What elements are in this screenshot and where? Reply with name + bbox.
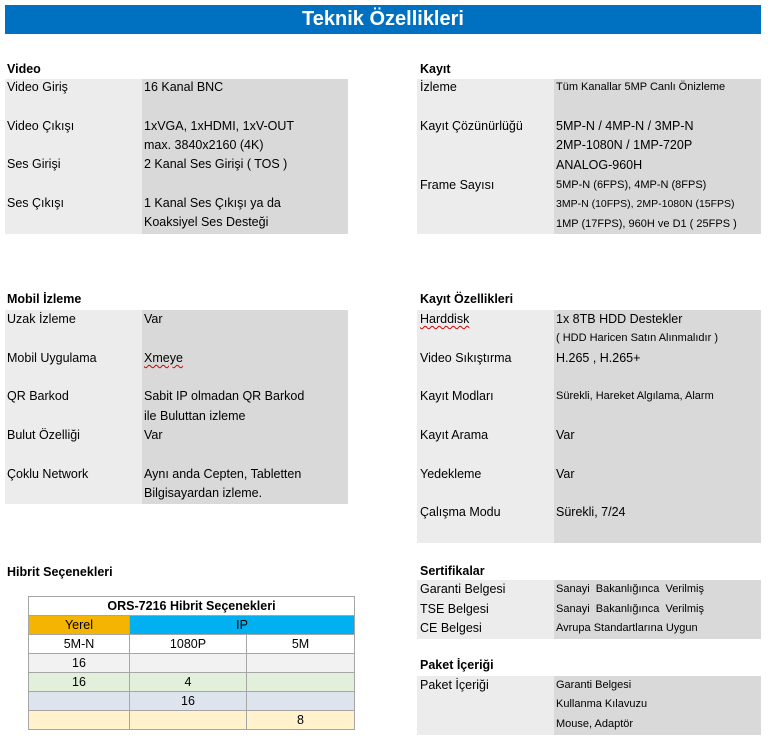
ko-value-4: Var [556,428,575,442]
video-value-4b: Koaksiyel Ses Desteği [144,215,269,229]
hibrit-cell: 8 [247,711,355,730]
kayit-value-2c: ANALOG-960H [556,158,643,172]
paket-label: Paket İçeriği [420,678,489,692]
kayit-value-3b: 3MP-N (10FPS), 2MP-1080N (15FPS) [556,198,735,210]
ko-label-6: Çalışma Modu [420,505,501,519]
mobil-value-1: Var [144,312,163,326]
kayit-label-2: Kayıt Çözünürlüğü [420,119,523,133]
paket-heading: Paket İçeriği [420,658,494,672]
kayit-label-3: Frame Sayısı [420,178,495,192]
kayit-value-3a: 5MP-N (6FPS), 4MP-N (8FPS) [556,179,707,191]
cert-value-2: Sanayi Bakanlığınca Verilmiş [556,603,704,615]
video-value-4a: 1 Kanal Ses Çıkışı ya da [144,196,281,210]
hibrit-col-3: 5M [247,635,355,654]
hibrit-row-1 [29,654,355,673]
paket-item-3: Mouse, Adaptör [556,718,634,730]
hibrit-row-3 [29,692,355,711]
ko-value-1b: ( HDD Haricen Satın Alınmalıdır ) [556,332,718,344]
mobil-label-1: Uzak İzleme [7,312,76,326]
mobil-label-3: QR Barkod [7,389,69,403]
kayit-label-1: İzleme [420,80,457,94]
cert-label-1: Garanti Belgesi [420,582,506,596]
cert-label-2: TSE Belgesi [420,602,489,616]
paket-item-1: Garanti Belgesi [556,679,632,691]
kayit-heading: Kayıt [420,62,451,76]
hibrit-cell [247,692,355,711]
page-title: Teknik Özellikleri [5,5,761,34]
mobil-label-4: Bulut Özelliği [7,428,80,442]
video-value-3: 2 Kanal Ses Girişi ( TOS ) [144,157,288,171]
hibrit-cell [130,711,247,730]
hibrit-heading: Hibrit Seçenekleri [7,565,113,579]
video-label-2: Video Çıkışı [7,119,75,133]
kayit-value-2b: 2MP-1080N / 1MP-720P [556,138,693,152]
video-value-2a: 1xVGA, 1xHDMI, 1xV-OUT [144,119,295,133]
hibrit-cell: 16 [130,692,247,711]
video-heading: Video [7,62,41,76]
ko-label-3: Kayıt Modları [420,389,494,403]
cert-label-3: CE Belgesi [420,621,482,635]
ko-label-4: Kayıt Arama [420,428,489,442]
hibrit-col-1: 5M-N [29,635,130,654]
ko-value-2: H.265 , H.265+ [556,351,641,365]
mobil-value-2: Xmeye [144,351,183,365]
video-label-3: Ses Girişi [7,157,61,171]
hibrit-cell [29,711,130,730]
ko-value-5: Var [556,467,575,481]
ko-label-1: Harddisk [420,312,470,326]
mobil-value-3a: Sabit IP olmadan QR Barkod [144,389,305,403]
cert-value-3: Avrupa Standartlarına Uygun [556,622,698,634]
hibrit-table-title: ORS-7216 Hibrit Seçenekleri [29,597,355,616]
hibrit-cell: 16 [29,654,130,673]
hibrit-cell [130,654,247,673]
kayit-ozellikleri-heading: Kayıt Özellikleri [420,292,514,306]
paket-item-2: Kullanma Kılavuzu [556,698,648,710]
sertifikalar-heading: Sertifikalar [420,564,485,578]
ko-label-2: Video Sıkıştırma [420,351,512,365]
mobil-label-5: Çoklu Network [7,467,89,481]
mobil-value-5a: Aynı anda Cepten, Tabletten [144,467,302,481]
mobil-value-4: Var [144,428,163,442]
kayit-value-3c: 1MP (17FPS), 960H ve D1 ( 25FPS ) [556,218,737,230]
video-value-2b: max. 3840x2160 (4K) [144,138,264,152]
kayit-value-1: Tüm Kanallar 5MP Canlı Önizleme [556,81,726,93]
ko-value-1a: 1x 8TB HDD Destekler [556,312,683,326]
mobil-label-2: Mobil Uygulama [7,351,97,365]
hibrit-cell [247,654,355,673]
hibrit-cell [247,673,355,692]
video-label-1: Video Giriş [7,80,68,94]
hibrit-col-2: 1080P [130,635,247,654]
hibrit-table [28,596,355,730]
hibrit-row-2 [29,673,355,692]
hibrit-cell: 4 [130,673,247,692]
hibrit-group-ip: IP [130,616,355,635]
mobil-value-3b: ile Buluttan izleme [144,409,246,423]
video-value-1: 16 Kanal BNC [144,80,224,94]
ko-value-3: Sürekli, Hareket Algılama, Alarm [556,390,714,402]
ko-label-5: Yedekleme [420,467,482,481]
hibrit-cell [29,692,130,711]
ko-value-6: Sürekli, 7/24 [556,505,626,519]
hibrit-row-4 [29,711,355,730]
mobil-value-5b: Bilgisayardan izleme. [144,486,263,500]
cert-value-1: Sanayi Bakanlığınca Verilmiş [556,583,704,595]
mobil-heading: Mobil İzleme [7,292,82,306]
hibrit-cell: 16 [29,673,130,692]
kayit-value-2a: 5MP-N / 4MP-N / 3MP-N [556,119,694,133]
hibrit-group-local: Yerel [29,616,130,635]
video-label-4: Ses Çıkışı [7,196,64,210]
